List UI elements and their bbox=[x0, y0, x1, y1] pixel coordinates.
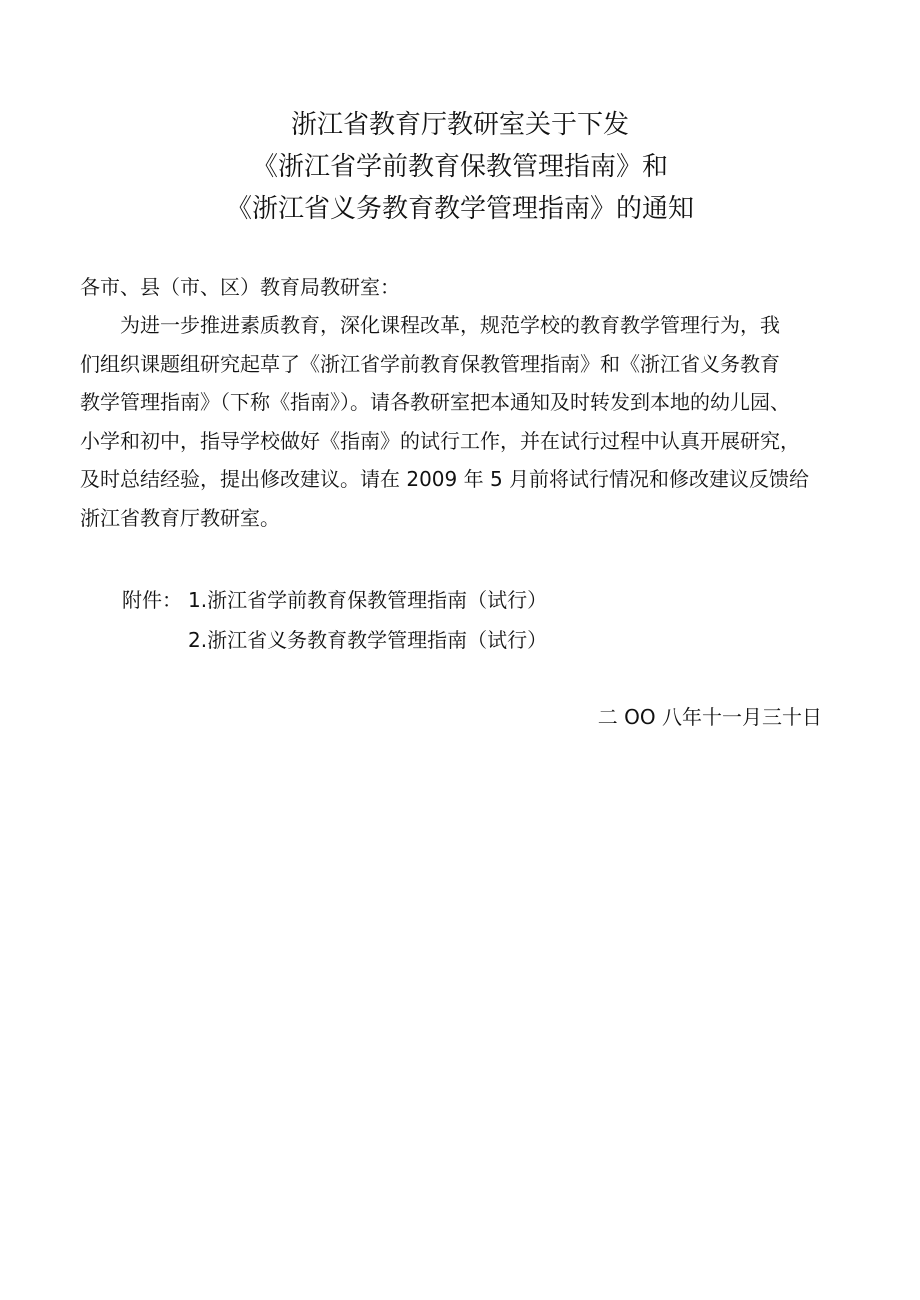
attachment-title: 1.浙江省学前教育保教管理指南（试行） bbox=[188, 588, 548, 612]
body-paragraph bbox=[80, 306, 840, 537]
attachment-title: 2.浙江省义务教育教学管理指南（试行） bbox=[188, 628, 548, 652]
title-line: 浙江省教育厅教研室关于下发 bbox=[290, 110, 629, 140]
body-line: 浙江省教育厅教研室。 bbox=[80, 505, 280, 530]
body-line: 小学和初中，指导学校做好《指南》的试行工作，并在试行过程中认真开展研究， bbox=[80, 428, 800, 453]
attachment-item bbox=[122, 580, 547, 620]
attachments-label: 附件： bbox=[122, 588, 182, 612]
document-title bbox=[80, 104, 840, 230]
attachment-item bbox=[122, 620, 547, 660]
salutation: 各市、县（市、区）教育局教研室： bbox=[80, 275, 400, 299]
body-line: 们组织课题组研究起草了《浙江省学前教育保教管理指南》和《浙江省义务教育 bbox=[80, 351, 780, 376]
document-date: 二 OO 八年十一月三十日 bbox=[597, 705, 822, 729]
body-line: 教学管理指南》（下称《指南》）。请各教研室把本通知及时转发到本地的幼儿园、 bbox=[80, 390, 790, 414]
body-line: 为进一步推进素质教育，深化课程改革，规范学校的教育教学管理行为，我 bbox=[120, 313, 780, 337]
body-line: 及时总结经验，提出修改建议。请在 2009 年 5 月前将试行情况和修改建议反馈给 bbox=[80, 467, 810, 491]
title-line: 《浙江省义务教育教学管理指南》的通知 bbox=[225, 194, 694, 224]
attachments-label-spacer bbox=[122, 620, 188, 660]
attachments-list bbox=[122, 580, 547, 660]
title-line: 《浙江省学前教育保教管理指南》和 bbox=[251, 152, 668, 182]
